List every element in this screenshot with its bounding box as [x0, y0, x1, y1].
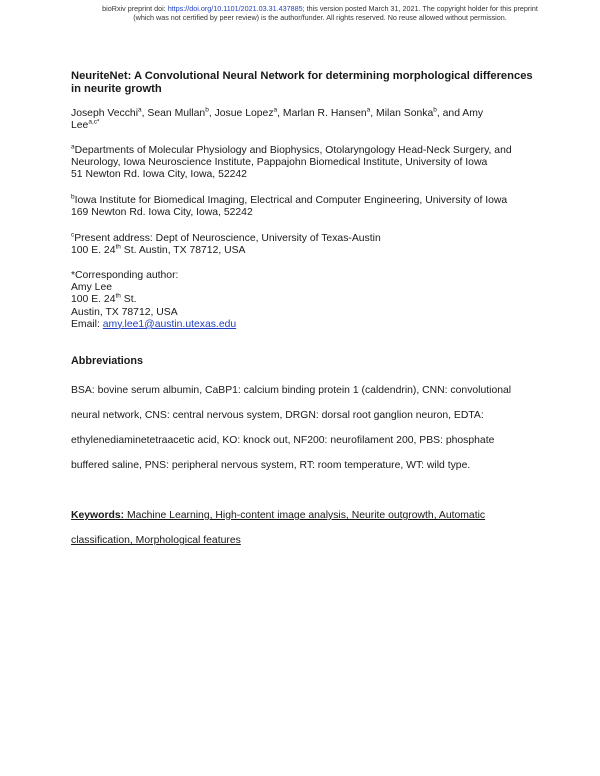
author-mullan: , Sean Mullan — [141, 108, 206, 119]
affiliation-b-text-1: Iowa Institute for Biomedical Imaging, Electrical and Computer Engineering, University of Iowa — [74, 195, 508, 206]
keywords-text-1: Machine Learning, High-content image analysis, Neurite outgrowth, Automatic — [124, 510, 486, 521]
corresponding-name: Amy Lee — [71, 282, 113, 294]
affiliation-c-line-1 — [71, 233, 541, 245]
authors-line-2 — [71, 120, 541, 132]
keywords-line-2: classification, Morphological features — [71, 535, 241, 546]
address-text: St. Austin, TX 78712, USA — [120, 245, 246, 257]
author-list — [71, 108, 541, 132]
author-sup: a — [273, 106, 278, 114]
affiliation-c-line-2 — [71, 245, 541, 257]
corresponding-label: *Corresponding author: — [71, 270, 179, 281]
authors-line-1 — [71, 108, 541, 120]
author-sonka: , Milan Sonka — [370, 108, 434, 119]
abbreviations-heading: Abbreviations — [71, 355, 143, 367]
author-sup: a,c* — [88, 118, 100, 126]
author-sup: a — [366, 106, 371, 114]
affiliation-c — [71, 233, 541, 257]
affiliation-sup: a — [71, 143, 75, 151]
banner-prefix: bioRxiv preprint doi: — [102, 4, 168, 13]
keywords-label: Keywords: — [71, 510, 125, 521]
affiliation-a-line-2: Neurology, Iowa Neuroscience Institute, Pappajohn Biomedical Institute, University of Iowa — [71, 157, 488, 169]
affiliation-sup: c — [71, 231, 75, 239]
banner-line-1 — [60, 4, 580, 13]
author-vecchi: Joseph Vecchi — [71, 108, 139, 119]
street-text: 100 E. 24 — [71, 294, 116, 306]
affiliation-a-line-1 — [71, 145, 541, 157]
author-sup: a — [138, 106, 142, 114]
abbreviations-line-4: buffered saline, PNS: peripheral nervous system, RT: room temperature, WT: wild type. — [71, 460, 471, 471]
author-lopez: , Josue Lopez — [208, 108, 274, 119]
affiliation-b-line-1 — [71, 195, 541, 207]
affiliation-b-line-2: 169 Newton Rd. Iowa City, Iowa, 52242 — [71, 207, 253, 219]
ordinal-sup: th — [115, 292, 121, 300]
address-text: 100 E. 24 — [71, 245, 116, 257]
affiliation-a-line-3: 51 Newton Rd. Iowa City, Iowa, 52242 — [71, 169, 247, 181]
abbreviations-text — [71, 378, 531, 478]
banner-line-2: (which was not certified by peer review) is the author/funder. All rights reserved. No reuse allowed without permission. — [133, 13, 507, 22]
paper-title: NeuriteNet: A Convolutional Neural Network for determining morphological differences in neurite growth — [71, 70, 533, 95]
keywords-line-1 — [71, 503, 531, 528]
preprint-banner — [60, 4, 580, 22]
corresponding-email-line — [71, 319, 541, 331]
street-text: St. — [120, 294, 137, 306]
abbreviations-line-1: BSA: bovine serum albumin, CaBP1: calcium binding protein 1 (caldendrin), CNN: convolutional — [71, 385, 512, 396]
keywords — [71, 503, 531, 553]
corresponding-street — [71, 294, 541, 306]
affiliation-a-text-1: Departments of Molecular Physiology and Biophysics, Otolaryngology Head-Neck Surgery, and — [74, 145, 512, 156]
doi-link[interactable]: https://doi.org/10.1101/2021.03.31.437885 — [167, 4, 303, 13]
banner-suffix: ; this version posted March 31, 2021. The copyright holder for this preprint — [302, 4, 538, 13]
email-link[interactable]: amy.lee1@austin.utexas.edu — [102, 318, 237, 330]
author-hansen: , Marlan R. Hansen — [277, 108, 367, 119]
affiliation-c-text-1: Present address: Dept of Neuroscience, University of Texas-Austin — [74, 233, 381, 244]
affiliation-b — [71, 195, 541, 219]
affiliation-a — [71, 145, 541, 182]
author-lee: Lee — [71, 120, 89, 132]
ordinal-sup: th — [115, 243, 121, 251]
affiliation-sup: b — [71, 193, 75, 201]
author-sup: b — [433, 106, 437, 114]
corresponding-author — [71, 270, 541, 331]
author-and-amy: , and Amy — [436, 108, 484, 119]
abbreviations-line-2: neural network, CNS: central nervous system, DRGN: dorsal root ganglion neuron, EDTA: — [71, 410, 484, 421]
email-label: Email: — [71, 318, 103, 330]
abbreviations-line-3: ethylenediaminetetraacetic acid, KO: knock out, NF200: neurofilament 200, PBS: phosphate — [71, 435, 495, 446]
author-sup: b — [205, 106, 209, 114]
corresponding-city: Austin, TX 78712, USA — [71, 306, 178, 318]
